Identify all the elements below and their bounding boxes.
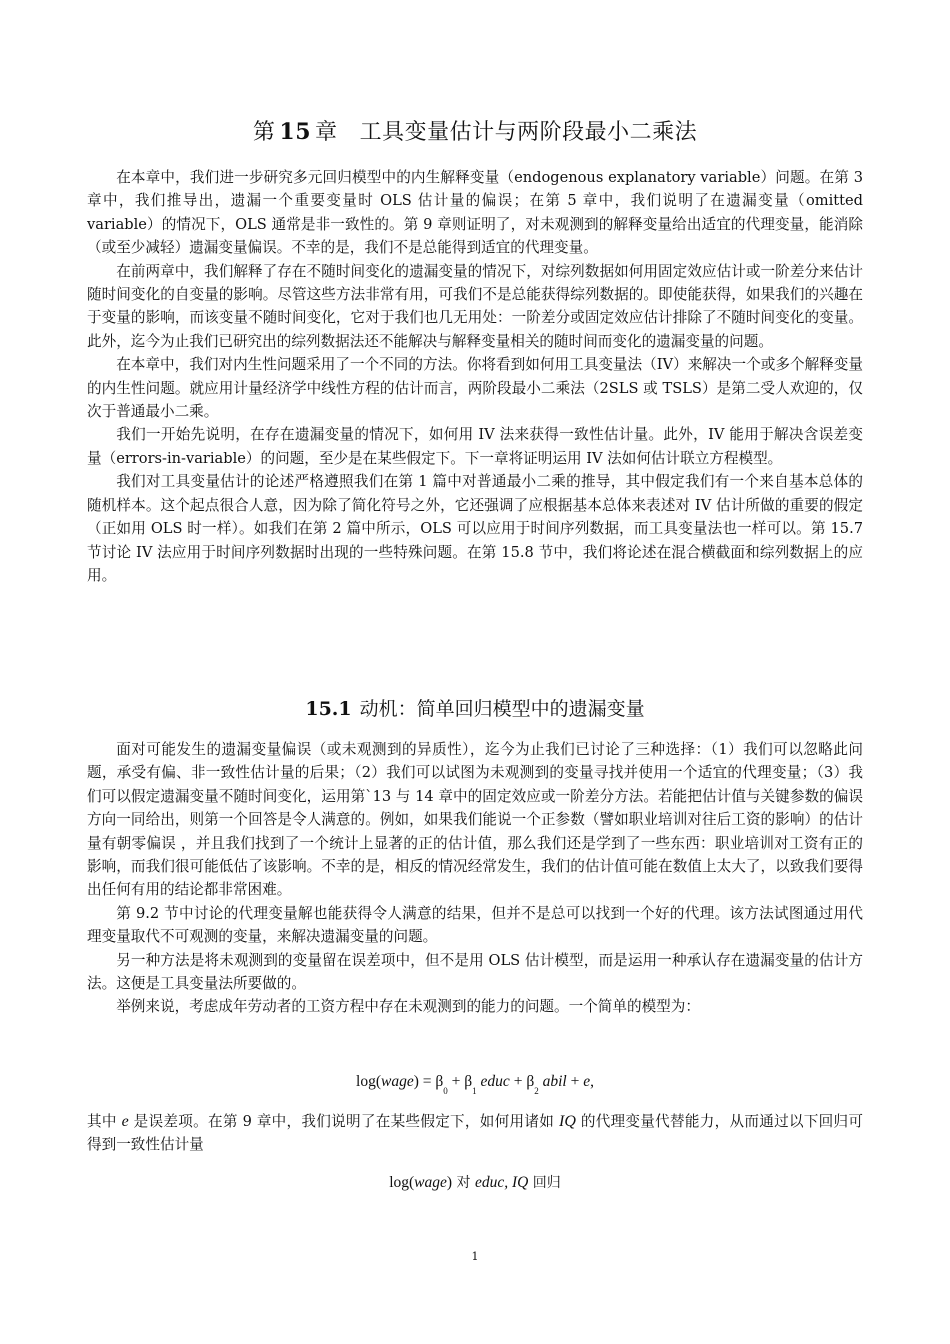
section-number: 15.1 bbox=[305, 698, 352, 720]
section-title-text: 动机：简单回归模型中的遗漏变量 bbox=[359, 698, 645, 720]
eq-equals: = bbox=[418, 1073, 436, 1090]
text-run: 的代理变量代替能力，从而通过以下回归可得到一致性估计量 bbox=[87, 1113, 863, 1154]
paragraph: 在本章中，我们对内生性问题采用了一个不同的方法。你将看到如何用工具变量法（IV）来解决一个或多个解释变量的内生性问题。就应用计量经济学中线性方程的估计而言，两阶段最小二乘法（2SLS 或 TSLS）是第二受人欢迎的，仅次于普通最小二乘。 bbox=[87, 356, 863, 421]
eq-plus: + bbox=[447, 1073, 465, 1090]
text-run: 其中 bbox=[87, 1113, 122, 1130]
eq-log: log( bbox=[389, 1174, 415, 1191]
eq-var-e: e bbox=[583, 1073, 591, 1090]
intro-section bbox=[87, 166, 863, 587]
paragraph: 在前两章中，我们解释了存在不随时间变化的遗漏变量的情况下，对综列数据如何用固定效应估计或一阶差分来估计随时间变化的自变量的影响。尽管这些方法非常有用，可我们不是总能获得综列数据的。即使能获得，如果我们的兴趣在于变量的影响，而该变量不随时间变化，它对于我们也几无用处：一阶差分或固定效应估计排除了不随时间变化的变量。此外，迄今为止我们已研究出的综列数据法还不能解决与解释变量相关的随时间而变化的遗漏变量的问题。 bbox=[87, 262, 863, 350]
eq-sub: 2 bbox=[534, 1086, 539, 1096]
eq-var-educ: educ bbox=[480, 1073, 510, 1090]
regression-statement bbox=[0, 1172, 950, 1192]
eq-var-wage: wage bbox=[414, 1174, 447, 1191]
section-body bbox=[87, 738, 863, 1019]
eq-log: log( bbox=[356, 1073, 381, 1090]
section-heading bbox=[0, 694, 950, 721]
paragraph: 在本章中，我们进一步研究多元回归模型中的内生解释变量（endogenous explanatory variable）问题。在第 3 章中，我们推导出，遗漏一个重要变量时 OLS 估计量的偏误；在第 5 章中，我们说明了在遗漏变量（omitted variable）的情况下，OLS 通常是非一致性的。第 9 章则证明了，对未观测到的解释变量给出适宜的代理变量，能消除（或至少减轻）遗漏变量偏误。不幸的是，我们不是总能得到适宜的代理变量。 bbox=[87, 169, 863, 257]
page-number: 1 bbox=[471, 1250, 479, 1263]
eq-end: , bbox=[590, 1073, 594, 1090]
math-var-e: e bbox=[121, 1113, 129, 1130]
eq-plus: + bbox=[509, 1073, 527, 1090]
eq-var-wage: wage bbox=[381, 1073, 414, 1090]
wage-equation bbox=[0, 1073, 950, 1096]
eq-sub: 1 bbox=[472, 1086, 477, 1096]
paragraph: 我们一开始先说明，在存在遗漏变量的情况下，如何用 IV 法来获得一致性估计量。此外，IV 能用于解决含误差变量（errors-in-variable）的问题，至少是在某些假定下。下一章将证明运用 IV 法如何估计联立方程模型。 bbox=[87, 426, 863, 467]
chapter-number: 15 bbox=[279, 119, 312, 145]
paragraph: 面对可能发生的遗漏变量偏误（或未观测到的异质性），迄今为止我们已讨论了三种选择：（1）我们可以忽略此问题，承受有偏、非一致性估计量的后果；（2）我们可以试图为未观测到的变量寻找并使用一个适宜的代理变量；（3）我们可以假定遗漏变量不随时间变化，运用第`13 与 14 章中的固定效应或一阶差分方法。若能把估计值与关键参数的偏误方向一同给出，则第一个回答是令人满意的。例如，如果我们能说一个正参数（譬如职业培训对往后工资的影响）的估计量有朝零偏误 ，并且我们找到了一个统计上显著的正的估计值，那么我们还是学到了一些东西：职业培训对工资有正的影响，而我们很可能低估了该影响。不幸的是，相反的情况经常发生，我们的估计值可能在数值上太大了，以致我们要得出任何有用的结论都非常困难。 bbox=[87, 741, 863, 899]
eq-plus: + bbox=[566, 1073, 584, 1090]
chapter-title-text: 工具变量估计与两阶段最小二乘法 bbox=[359, 120, 698, 145]
eq-sub: 0 bbox=[443, 1086, 448, 1096]
paragraph: 另一种方法是将未观测到的变量留在误差项中，但不是用 OLS 估计模型，而是运用一种承认存在遗漏变量的估计方法。这便是工具变量法所要做的。 bbox=[87, 951, 863, 993]
eq-var-abil: abil bbox=[542, 1073, 567, 1090]
after-equation-text bbox=[87, 1110, 863, 1157]
paragraph: 第 9.2 节中讨论的代理变量解也能获得令人满意的结果，但并不是总可以找到一个好的代理。该方法试图通过用代理变量取代不可观测的变量，来解决遗漏变量的问题。 bbox=[87, 904, 863, 946]
eq-vars: educ, IQ bbox=[474, 1174, 529, 1191]
eq-on: 对 bbox=[452, 1175, 475, 1191]
eq-close: ) bbox=[446, 1174, 453, 1191]
chapter-suffix: 章 bbox=[315, 120, 338, 145]
eq-beta: β bbox=[464, 1073, 473, 1090]
paragraph: 举例来说，考虑成年劳动者的工资方程中存在未观测到的能力的问题。一个简单的模型为： bbox=[116, 998, 700, 1016]
text-run: 是误差项。在第 9 章中，我们说明了在某些假定下，如何用诸如 bbox=[128, 1113, 560, 1130]
paragraph: 我们对工具变量估计的论述严格遵照我们在第 1 篇中对普通最小二乘的推导，其中假定我们有一个来自基本总体的随机样本。这个起点很合人意，因为除了简化符号之外，它还强调了应根据基本总体来表述对 IV 估计所做的重要的假定（正如用 OLS 时一样）。如我们在第 2 篇中所示，OLS 可以应用于时间序列数据，而工具变量法也一样可以。第 15.7 节讨论 IV 法应用于时间序列数据时出现的一些特殊问题。在第 15.8 节中，我们将论述在混合横截面和综列数据上的应用。 bbox=[87, 473, 863, 584]
math-var-iq: IQ bbox=[559, 1113, 576, 1130]
chapter-prefix: 第 bbox=[252, 120, 276, 145]
eq-close: ) bbox=[413, 1073, 419, 1090]
chapter-title bbox=[0, 115, 950, 146]
eq-beta: β bbox=[526, 1073, 535, 1090]
eq-beta: β bbox=[435, 1073, 444, 1090]
paragraph bbox=[87, 1110, 863, 1157]
eq-regress: 回归 bbox=[528, 1175, 561, 1191]
